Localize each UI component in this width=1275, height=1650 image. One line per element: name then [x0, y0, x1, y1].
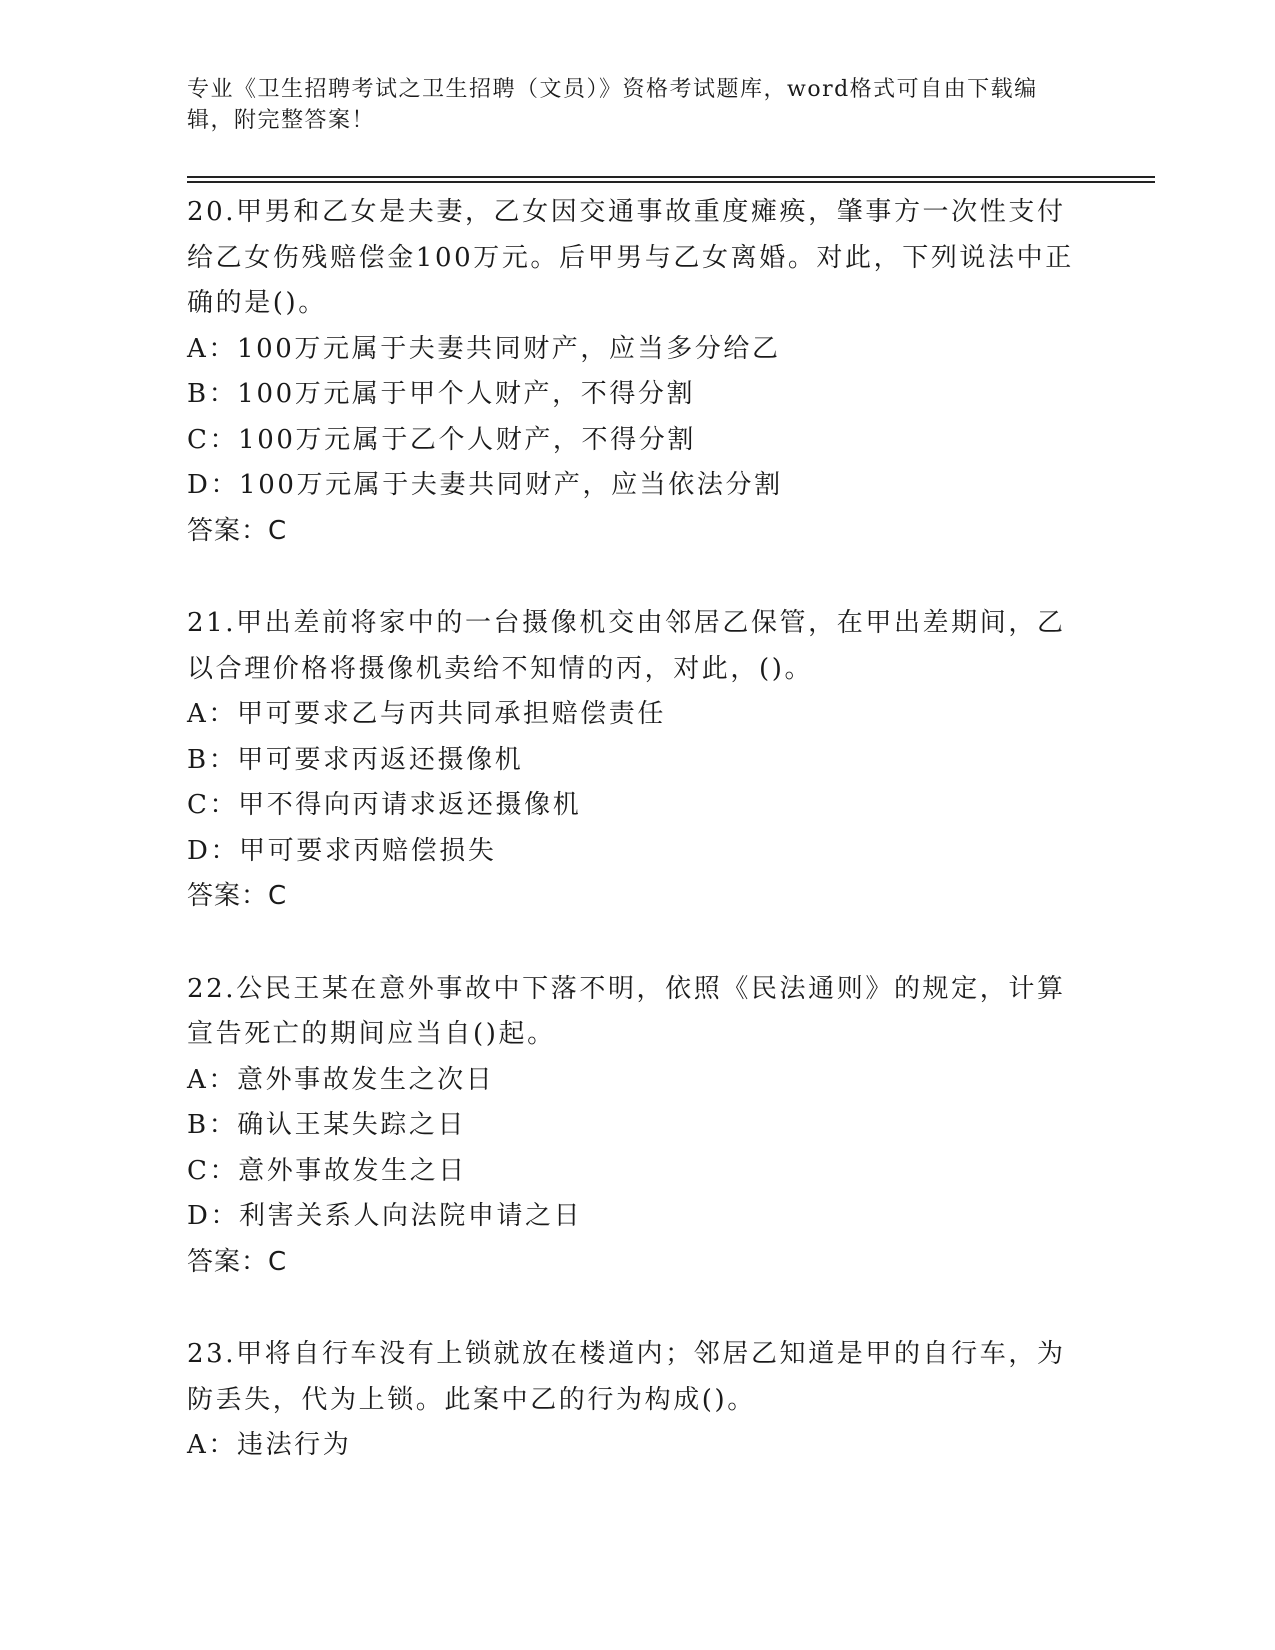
option-c: C：100万元属于乙个人财产，不得分割	[187, 424, 696, 455]
question-21	[187, 601, 1087, 920]
question-list	[187, 190, 1087, 1516]
document-header: 专业《卫生招聘考试之卫生招聘（文员）》资格考试题库，word格式可自由下载编辑，附完整答案！	[187, 77, 1038, 133]
option-a: A：意外事故发生之次日	[187, 1064, 495, 1095]
option-a: A：违法行为	[187, 1430, 352, 1460]
option-b: B：甲可要求丙返还摄像机	[187, 744, 524, 775]
question-20	[187, 190, 1087, 554]
option-b: B：100万元属于甲个人财产，不得分割	[187, 379, 696, 409]
option-d: D：甲可要求丙赔偿损失	[187, 835, 497, 866]
answer-line: 答案：C	[187, 1246, 288, 1277]
question-stem: 23.甲将自行车没有上锁就放在楼道内；邻居乙知道是甲的自行车，为防丢失，代为上锁。此案中乙的行为构成()。	[187, 1339, 1066, 1415]
option-c: C：甲不得向丙请求返还摄像机	[187, 790, 582, 820]
question-stem: 22.公民王某在意外事故中下落不明，依照《民法通则》的规定，计算宣告死亡的期间应当自()起。	[187, 973, 1066, 1049]
option-d: D：利害关系人向法院申请之日	[187, 1201, 583, 1231]
option-a: A：甲可要求乙与丙共同承担赔偿责任	[187, 699, 666, 729]
answer-line: 答案：C	[187, 515, 288, 546]
question-stem: 20.甲男和乙女是夫妻，乙女因交通事故重度瘫痪，肇事方一次性支付给乙女伤残赔偿金100万元。后甲男与乙女离婚。对此，下列说法中正确的是()。	[187, 197, 1074, 318]
question-23	[187, 1332, 1087, 1469]
option-b: B：确认王某失踪之日	[187, 1110, 467, 1140]
header-divider-bottom	[187, 181, 1155, 183]
header-divider-top	[187, 176, 1155, 178]
question-22	[187, 967, 1087, 1286]
option-c: C：意外事故发生之日	[187, 1155, 467, 1186]
option-a: A：100万元属于夫妻共同财产，应当多分给乙	[187, 333, 781, 364]
answer-line: 答案：C	[187, 881, 288, 911]
option-d: D：100万元属于夫妻共同财产，应当依法分割	[187, 470, 783, 500]
question-stem: 21.甲出差前将家中的一台摄像机交由邻居乙保管，在甲出差期间，乙以合理价格将摄像机卖给不知情的丙，对此，()。	[187, 608, 1066, 684]
